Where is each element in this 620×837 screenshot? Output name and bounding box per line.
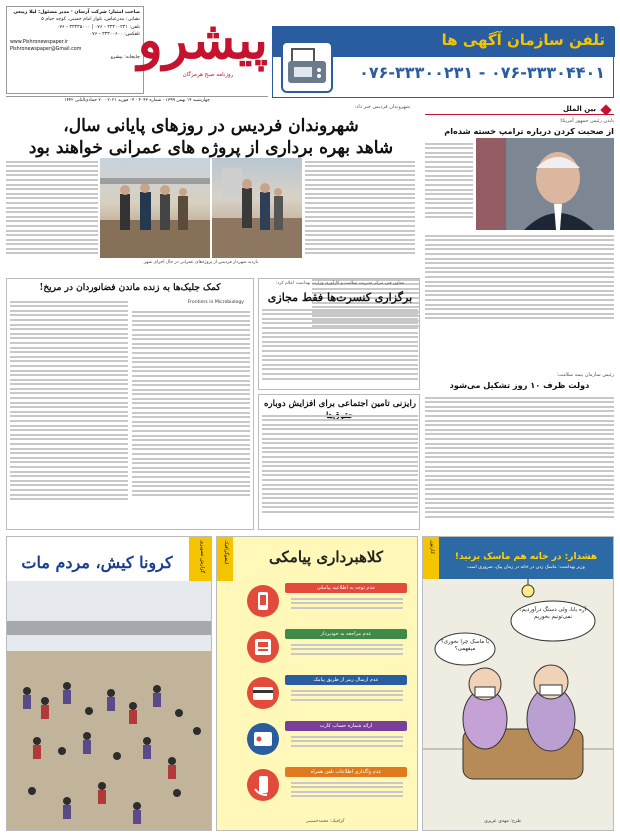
step-2 (247, 629, 407, 667)
international-body-side (425, 140, 473, 228)
step-4-label: ارائه شماره حساب کارت (285, 721, 407, 731)
step-1 (247, 583, 407, 621)
card-icon (247, 677, 279, 709)
social-body (262, 412, 418, 528)
infographic-box (216, 536, 418, 831)
infographic-credit: گرافیک: محمدحسینی (305, 819, 345, 824)
infographic-steps (247, 583, 407, 813)
cartoon-bubble-2: با ماسک چرا نخوری؟ میفهمی؟ (440, 639, 490, 653)
issue-line: چهارشنبه ۱۴ بهمن ۱۳۹۹ · شماره ۴۰۴۳ · ۰۴ فوریه ۲۰۲۱ · ۲۰ جمادی‌الثانی ۱۴۴۲ (64, 98, 210, 103)
cartoon-box (422, 536, 614, 831)
phone-icon (247, 585, 279, 617)
print-line: چاپخانه: پیشرو (110, 54, 140, 60)
corona-badge-label: گزارش تصویری (199, 540, 205, 574)
infographic-tag (217, 537, 233, 581)
cartoon-bubble-1: آره بابا، ولی دستگ درآوردیم، نمی‌تونیم بخوریم (519, 607, 587, 621)
mars-latin-term: Frontiers in Microbiology (187, 300, 244, 305)
hand-phone-icon (247, 769, 279, 801)
cartoon-title: هشدار: در خانه هم ماسک بزنید! (454, 552, 598, 562)
international-section-label: بین الملل (562, 105, 596, 113)
social-headline: رایزنی تامین اجتماعی برای افزایش دوباره (264, 399, 416, 409)
step-5 (247, 767, 407, 811)
step-2-label: عدم مراجعه به خودپرداز (285, 629, 407, 639)
step-4-text (291, 733, 403, 749)
email-link[interactable]: Pishronewspaper@Gmail.com (10, 47, 82, 53)
infographic-title: کلاهبرداری پیامکی (269, 548, 383, 566)
diamond-icon (600, 104, 611, 115)
ad-box (272, 26, 614, 98)
sub-body (425, 394, 614, 534)
virtual-body (262, 306, 418, 388)
bank-card-icon (247, 723, 279, 755)
infographic-tag-label: اینفوگرافیک (223, 540, 229, 565)
ad-title: تلفن سازمان آگهی ها (441, 31, 605, 49)
logo (137, 4, 268, 92)
top-story-kicker: شهروندان فردیس خبر داد: (354, 104, 410, 110)
step-2-text (291, 641, 403, 657)
masthead-info (6, 6, 144, 94)
cartoon-credit: طرح: مهدی عزیزی (484, 819, 521, 824)
international-section-bar (425, 104, 614, 115)
mars-headline: کمک جلبک‌ها به زنده ماندن فضانوردان در مریخ! (39, 283, 221, 293)
step-1-text (291, 595, 403, 611)
cartoon-subtitle: وزیر بهداشت: ماسک زدن در خانه در زمان پیک، ضروری است (467, 565, 585, 570)
step-3 (247, 675, 407, 713)
step-5-text (291, 779, 403, 800)
top-story-photo-1 (212, 158, 302, 258)
corona-photo (7, 581, 212, 831)
international-kicker: بایدن رئیس جمهور آمریکا: (559, 118, 614, 124)
virtual-headline: برگزاری کنسرت‌ها فقط مجازی (267, 291, 413, 304)
fax-icon (281, 41, 333, 93)
mars-body-2 (132, 308, 250, 526)
mars-body-1 (10, 298, 128, 526)
top-story-headline-1: شهروندان فردیس در روزهای پایانی سال، (63, 116, 359, 136)
ad-phones: ۰۷۶-۳۳۳۰۰۲۳۱ - ۰۷۶-۳۳۳۰۴۴۰۱ (359, 63, 605, 82)
cartoon-drawing (423, 579, 614, 831)
website-link[interactable]: www.Pishronewspaper.ir (10, 39, 69, 45)
publisher-line: صاحب امتیاز: شرکت آرسان · مدیر مسئول: لیلا ربیعی (13, 10, 140, 15)
sub-headline: دولت ظرف ۱۰ روز تشکیل می‌شود (449, 380, 590, 390)
step-4 (247, 721, 407, 759)
cartoon-tag-label: کارتون (429, 540, 435, 554)
top-story-body-right (305, 158, 415, 268)
address-line: نشانی: بندرعباس، بلوار امام خمینی، کوچه خیام ۵ (41, 17, 140, 23)
logo-text: پیشرو (137, 10, 268, 71)
step-1-label: عدم توجه به اطلاعیه پیامکی (285, 583, 407, 593)
top-story-photo-2 (100, 158, 210, 258)
atm-icon (247, 631, 279, 663)
top-story-caption: بازدید شهردار فردیس از پروژه‌های عمرانی در حال اجرای شهر (143, 260, 259, 265)
cartoon-tag (423, 537, 439, 581)
step-3-label: عدم ارسال رمز از طریق پیامک (285, 675, 407, 685)
corona-headline: کرونا کیش، مردم مات (21, 553, 173, 572)
corona-box (6, 536, 212, 831)
international-body (425, 232, 614, 330)
corona-badge (189, 537, 211, 583)
top-story-headline-2: شاهد بهره برداری از پروژه های عمرانی خواهند بود (28, 138, 394, 158)
sub-kicker: رئیس سازمان بیمه سلامت: (556, 372, 614, 378)
fax-line: تلفکس: ۳۳۳۰۰۶۰۰ - ۰۷۶ (89, 32, 140, 38)
logo-subtitle: روزنامه صبح هرمزگان (182, 72, 234, 78)
virtual-kicker: معاون فنی مرکز مدیریت سلامت و کارآوری وزارت بهداشت اعلام کرد: (275, 281, 405, 286)
biden-photo (476, 138, 614, 230)
top-story-body-left (6, 158, 98, 270)
phones-line: تلفن: ۳۳۳۰۰۲۳۱ - ۰۷۶ | ۳۳۳۳۵۰۰۰ - ۰۷۶ (56, 24, 140, 30)
step-5-label: عدم واگذاری اطلاعات تلفن همراه (285, 767, 407, 777)
step-3-text (291, 687, 403, 703)
international-headline: از صحبت کردن درباره ترامپ خسته شده‌ام (444, 126, 614, 136)
